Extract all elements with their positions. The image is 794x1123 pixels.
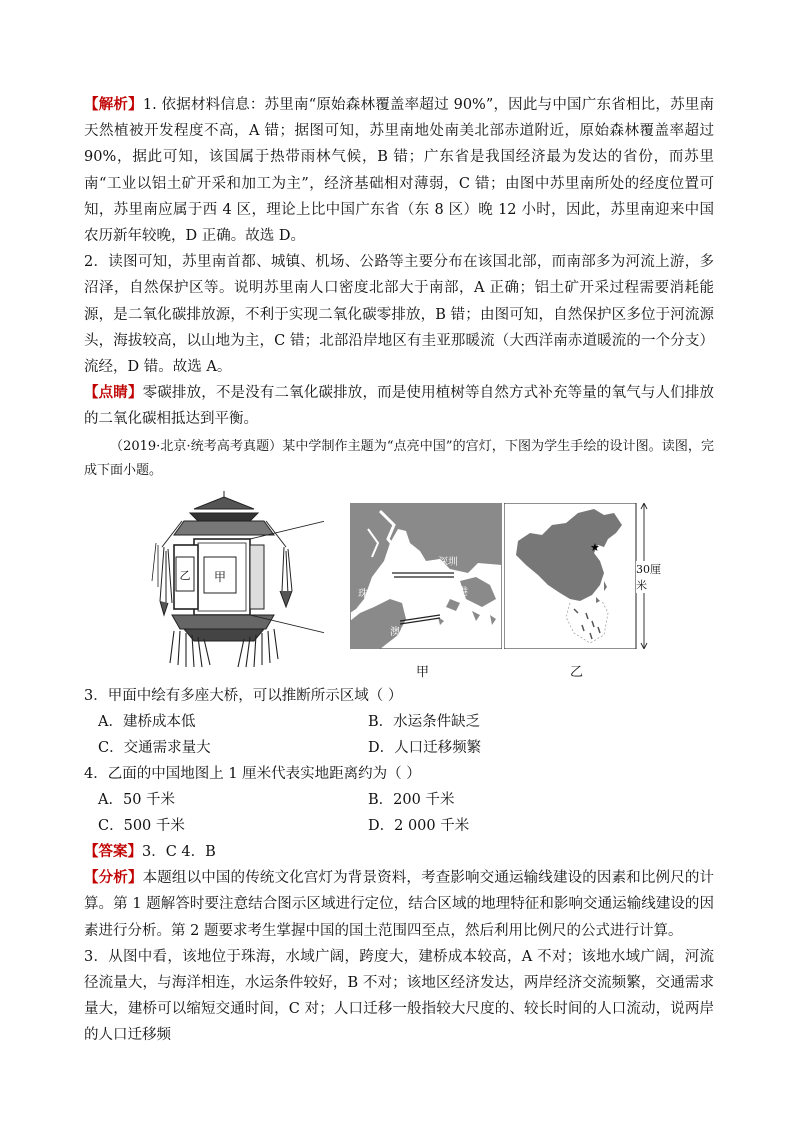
dianjing-tag: 【点睛】	[84, 384, 143, 402]
dianjing-text: 零碳排放，不是没有二氧化碳排放，而是使用植树等自然方式补充等量的氧气与人们排放的二氧化碳相抵达到平衡。	[84, 385, 715, 428]
answer-text: 3．C 4．B	[142, 844, 216, 861]
label-hongkong: 香港	[448, 586, 468, 598]
q3-option-b[interactable]: B．水运条件缺乏	[368, 713, 481, 730]
jiexi-paragraph-2: 2．读图可知，苏里南首都、城镇、机场、公路等主要分布在该国北部，而南部多为河流上游，多沼泽，自然保护区等。说明苏里南人口密度北部大于南部，A 正确；铝土矿开采过程需要消耗能源，是二氧化碳排放源，不利于实现二氧化碳零排放，B 错；由图可知，自然保护区多位于河流源头，海拔较高，以山地为主，C 错；北部沿岸地区有圭亚那暖流（大西洋南赤道暖流的一个分支）流经，D 错。故选 A。	[84, 254, 714, 376]
question-4-stem: 4．乙面的中国地图上 1 厘米代表实地距离约为（ ）	[84, 765, 421, 782]
question-3-options-row-1	[84, 709, 714, 735]
dianjing-paragraph	[84, 380, 714, 432]
lantern-face-jia: 甲	[213, 569, 227, 584]
fenxi-tag: 【分析】	[84, 869, 143, 887]
label-macau: 澳门	[390, 626, 410, 638]
question-intro: （2019·北京·统考高考真题）某中学制作主题为“点亮中国”的宫灯，下图为学生手绘的设计图。读图，完成下面小题。	[84, 438, 714, 478]
question-3-options-row-2	[84, 735, 714, 761]
map-jia	[350, 503, 502, 649]
fenxi-paragraph	[84, 865, 714, 944]
q3-option-a[interactable]: A．建桥成本低	[98, 713, 196, 730]
q4-option-b[interactable]: B．200 千米	[368, 792, 455, 809]
figure	[84, 491, 714, 680]
lantern-illustration	[124, 491, 324, 671]
fenxi-text: 本题组以中国的传统文化宫灯为背景资料，考查影响交通运输线建设的因素和比例尺的计算。第 1 题解答时要注意结合图示区域进行定位，结合区域的地理特征和影响交通运输线建设的因素进行分析。第 2 题要求考生掌握中国的国土范围四至点，然后利用比例尺的公式进行计算。	[84, 870, 715, 939]
map-jia-caption: 甲	[416, 664, 430, 680]
jiexi-paragraph-1	[84, 92, 714, 249]
jiexi-text-1: 1. 依据材料信息：苏里南“原始森林覆盖率超过 90%”，因此与中国广东省相比，苏里南天然植被开发程度不高，A 错；据图可知，苏里南地处南美北部赤道附近，原始森林覆盖率超过 90%，据此可知，该国属于热带雨林气候，B 错；广东省是我国经济最为发达的省份，而苏里南“工业以铝土矿开采和加工为主”，经济基础相对薄弱，C 错；由图中苏里南所处的经度位置可知，苏里南应属于西 4 区，理论上比中国广东省（东 8 区）晚 12 小时，因此，苏里南迎来中国农历新年较晚，D 正确。故选 D。	[84, 97, 715, 245]
answer-tag: 【答案】	[84, 843, 142, 861]
question-4-options-row-1	[84, 787, 714, 813]
answer-line	[84, 839, 714, 865]
label-shenzhen: 深圳	[438, 556, 458, 568]
jiexi-tag: 【解析】	[84, 96, 143, 113]
question-4-options-row-2	[84, 813, 714, 839]
q3-option-c[interactable]: C．交通需求量大	[98, 739, 211, 756]
capital-star-icon: ★	[590, 540, 600, 554]
label-zhuhai: 珠海	[358, 588, 378, 600]
q4-option-c[interactable]: C．500 千米	[98, 818, 185, 835]
q4-option-a[interactable]: A．50 千米	[98, 792, 176, 809]
question-3-stem: 3．甲面中绘有多座大桥，可以推断所示区域（ ）	[84, 687, 403, 704]
document-body	[84, 92, 714, 1049]
scale-label: 30厘米	[636, 561, 670, 593]
q3-option-d[interactable]: D．人口迁移频繁	[368, 739, 482, 756]
q3-explanation: 3．从图中看，该地位于珠海，水域广阔，跨度大，建桥成本较高，A 不对；该地水域广阔，河流径流量大，与海洋相连，水运条件较好，B 不对；该地区经济发达，两岸经济交流频繁，交通需求量大，建桥可以缩短交通时间，C 对；人口迁移一般指较大尺度的、较长时间的人口流动，说两岸的人口迁移频	[84, 948, 714, 1044]
map-yi-caption: 乙	[570, 664, 584, 680]
lantern-face-yi: 乙	[179, 568, 191, 582]
q4-option-d[interactable]: D．2 000 千米	[368, 818, 470, 835]
